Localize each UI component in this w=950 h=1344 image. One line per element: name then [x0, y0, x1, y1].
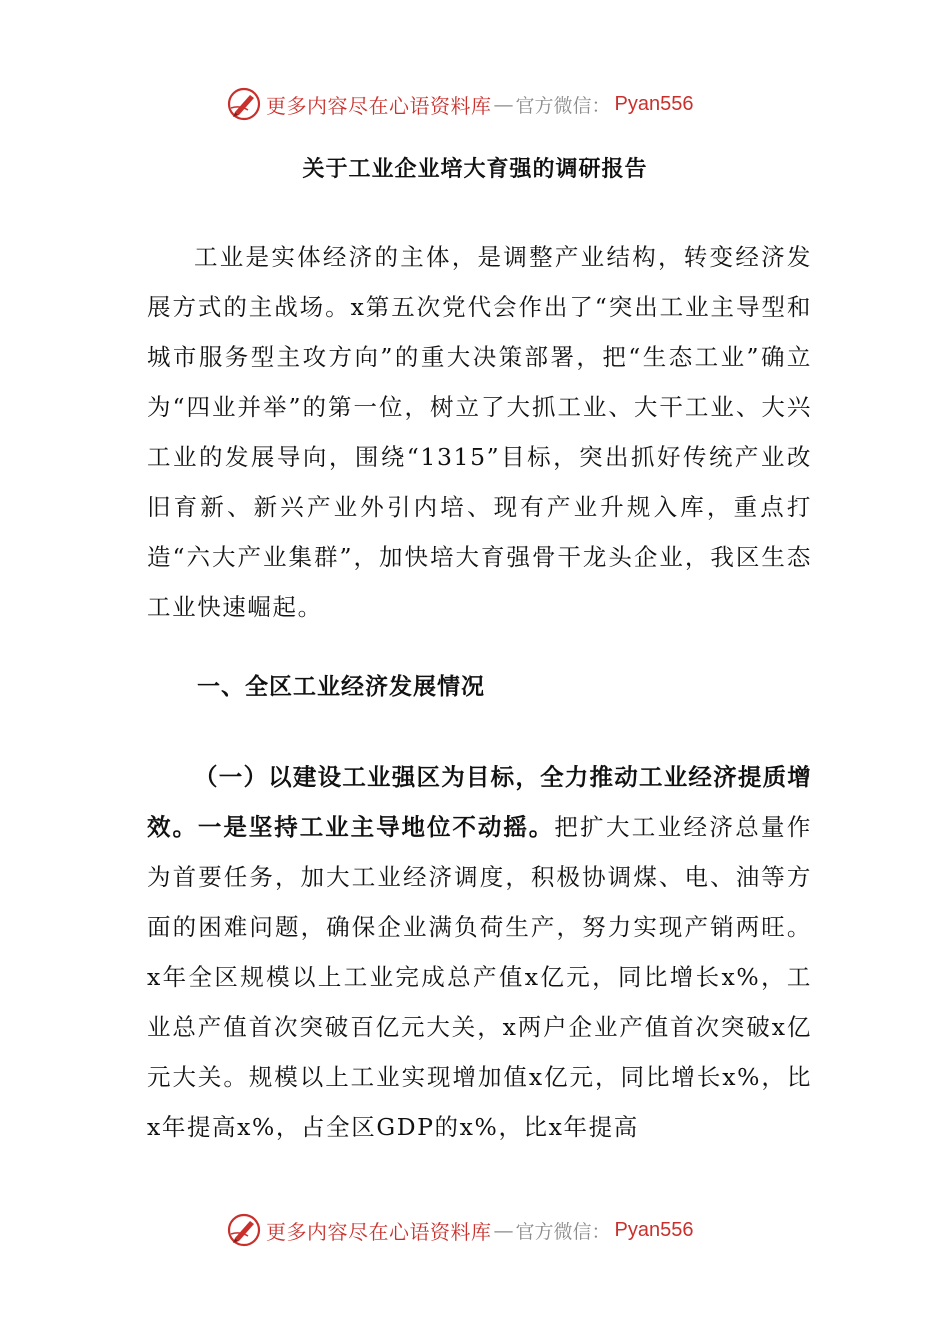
pen-circle-icon — [226, 1212, 262, 1248]
header-banner[interactable] — [226, 84, 746, 124]
sub-paragraph-lead: （一）以建设工业强区为目标，全力推动工业经济提质增效。一是坚持工业主导地位不动摇。 — [147, 763, 812, 841]
sub-paragraph — [147, 752, 812, 1152]
banner-wechat-label: 官方微信： — [515, 94, 611, 117]
banner-wechat-label: 官方微信： — [515, 1220, 611, 1243]
banner-separator: — — [493, 1218, 514, 1242]
intro-paragraph: 工业是实体经济的主体，是调整产业结构，转变经济发展方式的主战场。x第五次党代会作出了“突出工业主导型和城市服务型主攻方向”的重大决策部署，把“生态工业”确立为“四业并举”的第一位，树立了大抓工业、大干工业、大兴工业的发展导向，围绕“1315”目标，突出抓好传统产业改旧育新、新兴产业外引内培、现有产业升规入库，重点打造“六大产业集群”，加快培大育强骨干龙头企业，我区生态工业快速崛起。 — [147, 243, 812, 621]
banner-separator: — — [493, 92, 514, 116]
banner-text: 更多内容尽在心语资料库 — [266, 1219, 492, 1244]
banner-wechat-id: Pyan556 — [614, 1218, 694, 1241]
footer-banner[interactable] — [226, 1210, 746, 1250]
pen-circle-icon — [226, 86, 262, 122]
banner-wechat-id: Pyan556 — [614, 92, 694, 115]
sub-paragraph-text: 把扩大工业经济总量作为首要任务，加大工业经济调度，积极协调煤、电、油等方面的困难问题，确保企业满负荷生产，努力实现产销两旺。x年全区规模以上工业完成总产值x亿元，同比增长x%，工业总产值首次突破百亿元大关，x两户企业产值首次突破x亿元大关。规模以上工业实现增加值x亿元，同比增长x%，比x年提高x%，占全区GDP的x%，比x年提高 — [147, 813, 813, 1141]
section-heading: 一、全区工业经济发展情况 — [197, 674, 485, 700]
document-title: 关于工业企业培大育强的调研报告 — [302, 157, 648, 182]
banner-text: 更多内容尽在心语资料库 — [266, 93, 492, 118]
